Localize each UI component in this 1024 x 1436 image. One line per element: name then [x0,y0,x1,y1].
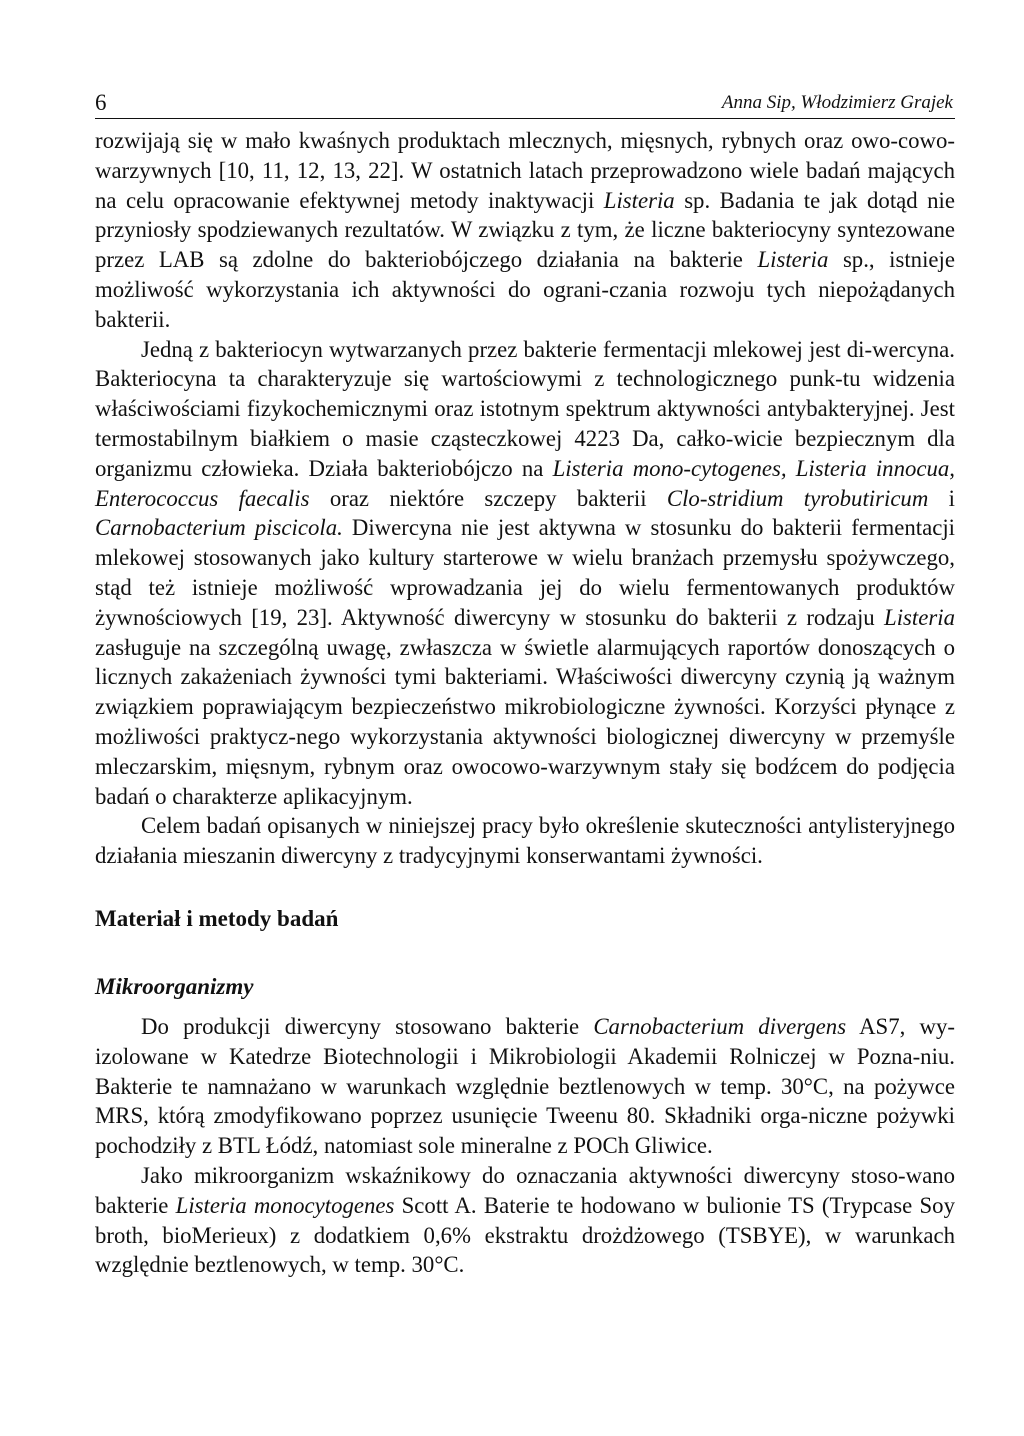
taxon-name: Listeria mono-cytogenes, Listeria innocua, Enterococcus faecalis [95,455,955,511]
taxon-name: Carnobacterium divergens [593,1013,847,1039]
paragraph-producer-strain: Do produkcji diwercyny stosowano bakterie Carnobacterium divergens AS7, wy-izolowane w Katedrze Biotechnologii i Mikrobiologii Akademii Rolniczej w Pozna-niu. Bakterie te namnażano w warunkach względnie beztlenowych w temp. 30°C, na pożywce MRS, którą zmodyfikowano poprzez usunięcie Tweenu 80. Składniki orga-niczne pożywki pochodziły z BTL Łódź, natomiast sole mineralne z POCh Gliwice. [95,1013,956,1159]
paragraph-indicator-strain: Jako mikroorganizm wskaźnikowy do oznaczania aktywności diwercyny stoso-wano bakterie Listeria monocytogenes Scott A. Baterie te hodowano w bulionie TS (Trypcase Soy broth, bioMerieux) z dodatkiem 0,6% ekstraktu drożdżowego (TSBYE), w warunkach względnie beztlenowych, w temp. 30°C. [95,1162,955,1278]
taxon-name: Listeria [884,604,955,630]
paragraph-divercin-properties: Jedną z bakteriocyn wytwarzanych przez bakterie fermentacji mlekowej jest di-wercyna. Bakteriocyna ta charakteryzuje się wartościowymi z technologicznego punk-tu widzenia właściwościami fizykochemicznymi oraz istotnym spektrum aktywności antybakteryjnej. Jest termostabilnym białkiem o masie cząsteczkowej 4223 Da, całko-wicie bezpiecznym dla organizmu człowieka. Działa bakteriobójczo na Listeria mono-cytogenes, Listeria innocua, Enterococcus faecalis oraz niektóre szczepy bakterii Clo-stridium tyrobutiricum i Carnobacterium piscicola. Diwercyna nie jest aktywna w stosunku do bakterii fermentacji mlekowej stosowanych jako kultury starterowe w wielu branżach przemysłu spożywczego, stąd też istnieje możliwość wprowadzania jej do wielu fermentowanych produktów żywnościowych [19, 23]. Aktywność diwercyny w stosunku do bakterii z rodzaju Listeria zasługuje na szczególną uwagę, zwłaszcza w świetle alarmujących raportów donoszących o licznych zakażeniach żywności tymi bakteriami. Właściwości diwercyny czynią ją ważnym związkiem poprawiającym bezpieczeństwo mikrobiologiczne żywności. Korzyści płynące z możliwości praktycz-nego wykorzystania aktywności biologicznej diwercyny w przemyśle mleczarskim, mięsnym, rybnym oraz owocowo-warzywnym stały się bodźcem do podjęcia badań o charakterze aplikacyjnym. [95,336,955,809]
paragraph-listeria-inactivation: rozwijają się w mało kwaśnych produktach mlecznych, mięsnych, rybnych oraz owo-cowo-warzywnych [10, 11, 12, 13, 22]. W ostatnich latach przeprowadzono wiele badań mających na celu opracowanie efektywnej metody inaktywacji Listeria sp. Badania te jak dotąd nie przyniosły spodziewanych rezultatów. W związku z tym, że liczne bakteriocyny syntezowane przez LAB są zdolne do bakteriobójczego działania na bakterie Listeria sp., istnieje możliwość wykorzystania ich aktywności do ograni-czania rozwoju tych niepożądanych bakterii. [95,128,955,332]
taxon-name: Carnobacterium piscicola. [95,515,343,541]
article-body [95,126,955,1280]
taxon-name: Listeria monocytogenes [175,1192,395,1218]
page-number: 6 [95,90,107,115]
subsection-heading-microorganisms: Mikroorganizmy [95,973,254,999]
running-header [95,84,955,119]
taxon-name: Listeria [603,187,675,213]
running-head-authors: Anna Sip, Włodzimierz Grajek [721,92,953,113]
section-heading-materials-methods: Materiał i metody badań [95,905,339,931]
taxon-name: Listeria [757,247,829,273]
paragraph-study-aim: Celem badań opisanych w niniejszej pracy było określenie skuteczności antylisteryjnego działania mieszanin diwercyny z tradycyjnymi konserwantami żywności. [95,813,955,869]
taxon-name: Clo-stridium tyrobutiricum [666,485,929,511]
page [95,84,955,1280]
